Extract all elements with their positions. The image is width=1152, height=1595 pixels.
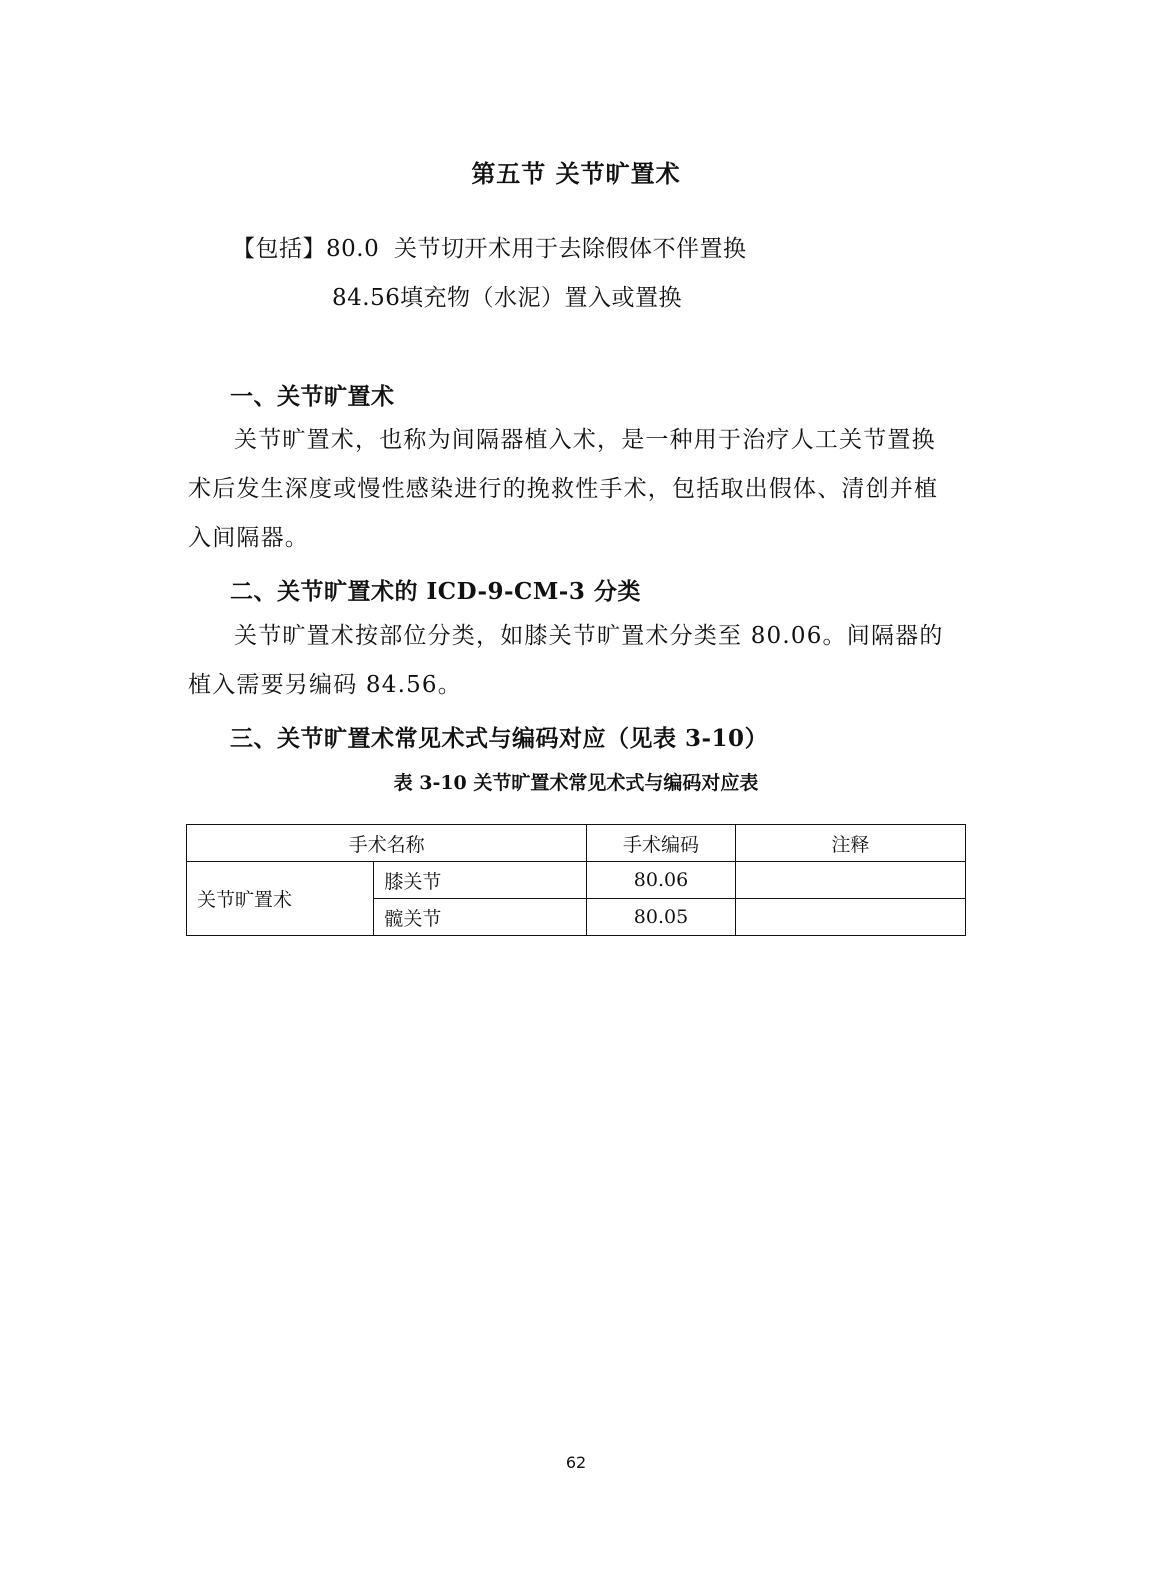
section-body-2: 关节旷置术按部位分类，如膝关节旷置术分类至 80.06。间隔器的植入需要另编码 84.56。: [188, 623, 944, 698]
include-code: 84.56: [332, 285, 401, 311]
table-header: 手术编码: [587, 825, 736, 862]
table-cell-name: 髋关节: [374, 899, 587, 936]
page-number: 62: [565, 1453, 587, 1472]
code-table: [186, 824, 966, 936]
table-caption: 表 3-10 关节旷置术常见术式与编码对应表: [393, 772, 759, 794]
table-cell-note: [735, 899, 965, 936]
table-group-cell: 关节旷置术: [187, 862, 374, 936]
include-line-2: [332, 279, 682, 312]
section-heading-3: 三、关节旷置术常见术式与编码对应（见表 3-10）: [230, 725, 769, 752]
table-header: 注释: [735, 825, 965, 862]
include-code: 80.0: [326, 236, 380, 262]
table-cell-name: 膝关节: [374, 862, 587, 899]
table-cell-code: 80.05: [587, 899, 736, 936]
table-header-row: [187, 825, 966, 862]
section-heading-1: 一、关节旷置术: [230, 383, 395, 410]
include-tag: 【包括】: [232, 236, 326, 262]
table-row: [187, 862, 966, 899]
section-heading-2: 二、关节旷置术的 ICD-9-CM-3 分类: [230, 578, 641, 605]
include-desc: 关节切开术用于去除假体不伴置换: [394, 236, 747, 262]
include-line-1: [232, 230, 747, 263]
section-title: 第五节 关节旷置术: [471, 159, 681, 188]
table-cell-code: 80.06: [587, 862, 736, 899]
include-desc: 填充物（水泥）置入或置换: [400, 285, 682, 311]
table-header: 手术名称: [187, 825, 587, 862]
table-cell-note: [735, 862, 965, 899]
section-body-1: 关节旷置术，也称为间隔器植入术，是一种用于治疗人工关节置换术后发生深度或慢性感染进行的挽救性手术，包括取出假体、清创并植入间隔器。: [188, 427, 939, 551]
